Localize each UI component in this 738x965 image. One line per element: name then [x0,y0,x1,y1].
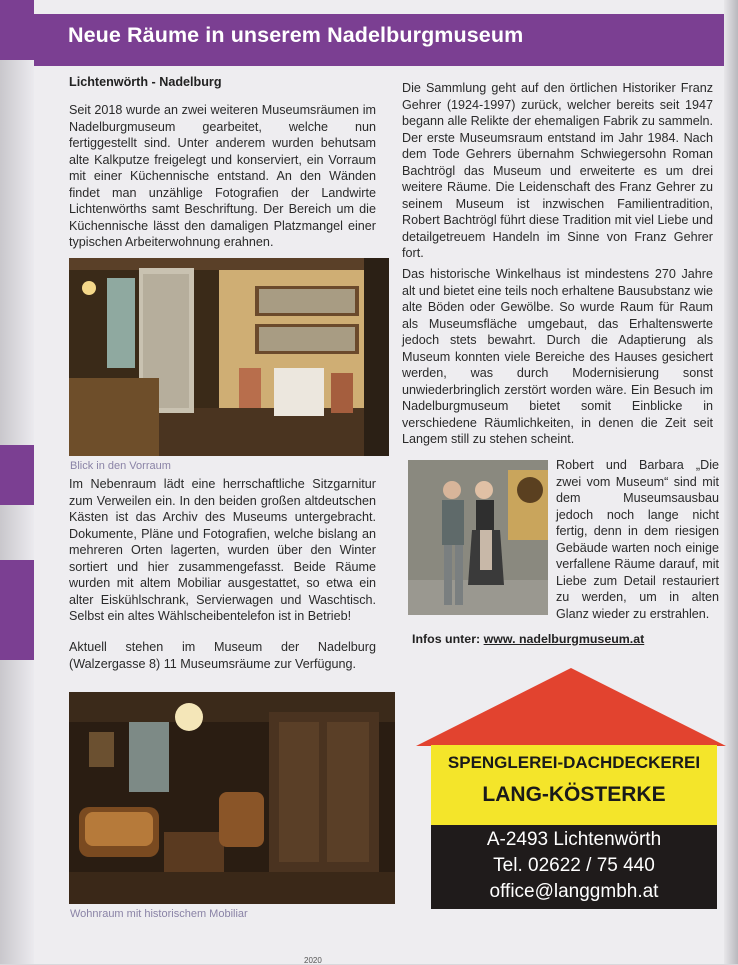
photo-wohnraum [69,692,395,904]
paragraph-current: Aktuell stehen im Museum der Nadelburg (Walzergasse 8) 11 Museumsräume zur Verfügung. [69,640,376,671]
info-line [412,632,644,646]
photo-robert-barbara [408,460,548,615]
advertisement [431,745,717,909]
page-footer: 2020 [304,956,322,965]
photo-caption: Wohnraum mit historischem Mobiliar [70,908,248,920]
magazine-page [34,0,724,964]
paragraph-intro: Seit 2018 wurde an zwei weiteren Museumsräumen im Nadelburgmuseum gearbeitet, welche nun fertiggestellt sind. Unter anderem wurden behutsam alte Kalkputze freigelegt und konserviert, ein Vorraum mit einer Küchennische entstand. An den Wänden findet man unzählige Fotografien der Landwirte Lichtenwörths samt Beschriftung. Der Bereich um die Küchennische lässt den damaligen Platzmangel einer typischen Arbeiterwohnung erahnen. [69,103,376,249]
page-binding-edge [724,0,738,964]
paragraph-nebenraum: Im Nebenraum lädt eine herrschaftliche Sitzgarnitur zum Verweilen ein. In den beiden großen altdeutschen Kästen ist das Archiv des Museums untergebracht. Dokumente, Pläne und Fotografien, welche bislang an mehreren Orten lagerten, wurden über den Winter sortiert und hier zusammengefasst. Beide Räume wurden mit altem Mobiliar ausgestattet, so etwa ein alter Eiskühlschrank, Servierwagen und Waschtisch. Selbst ein altes Wählscheibentelefon ist in Betrieb! [69,477,376,623]
ad-contact-block [431,825,717,909]
paragraph-zwei-vom-museum: Robert und Barbara „Die zwei vom Museum“ sind mit dem Museumsausbau jedoch noch lange nicht fertig, denn in dem riesigen Gebäude warten noch einige verfallene Räume darauf, mit Liebe zum Detail restauriert zu werden, um in alten Glanz wieder zu erstrahlen. [556,458,719,621]
ad-company-name: LANG-KÖSTERKE [482,783,666,806]
ad-sign [431,745,717,825]
page-tab [0,560,34,660]
previous-page-edge [0,0,34,964]
ad-phone: Tel. 02622 / 75 440 [493,855,655,876]
paragraph-winkelhaus: Das historische Winkelhaus ist mindestens 270 Jahre alt und bietet eine teils noch erhaltene Bausubstanz wie alte Böden oder Gewölbe. So wurde Raum für Raum als Museumsfläche umgebaut, das Erhaltenswerte jedoch stets bewahrt. Durch die Adaptierung als Museum konnten viele Bereiche des Hauses gesichert werden, was durch Modernisierung sonst unwiederbringlich zerstört worden wäre. Ein Besuch im Nadelburgmuseum bietet somit Einblicke in verschiedene Räumlichkeiten, in denen die Zeit seit Langem still zu stehen scheint. [402,267,713,446]
ad-address: A-2493 Lichtenwörth [486,829,662,850]
page-tab [0,0,34,60]
photo-vorraum [69,258,389,456]
article-subtitle: Lichtenwörth - Nadelburg [69,75,222,89]
info-label: Infos unter: [412,632,481,646]
page-tab [0,445,34,505]
ad-roof-graphic [416,668,726,746]
ad-email: office@langgmbh.at [489,881,659,902]
ad-company-type: SPENGLEREI-DACHDECKEREI [447,753,701,772]
title-banner [34,14,724,66]
page-title: Neue Räume in unserem Nadelburgmuseum [68,23,524,47]
paragraph-history: Die Sammlung geht auf den örtlichen Historiker Franz Gehrer (1924-1997) zurück, welcher bereits seit 1947 begann alle Relikte der ehemaligen Fabrik zu sammeln. Der erste Museumsraum entstand im Jahr 1984. Nach dem Tode Gehrers übernahm Schwiegersohn Roman Bachtrögl das Museum und erweiterte es um drei weitere Räume. Die Leidenschaft des Franz Gehrer zu seinem Museum ist inzwischen Familientradition, Robert Bachtrögl führt diese Tradition mit viel Liebe und detailgetreuem Handeln im Sinne von Franz Gehrer fort. [402,81,713,260]
photo-caption: Blick in den Vorraum [70,460,171,472]
website-link[interactable]: www. nadelburgmuseum.at [483,632,645,646]
